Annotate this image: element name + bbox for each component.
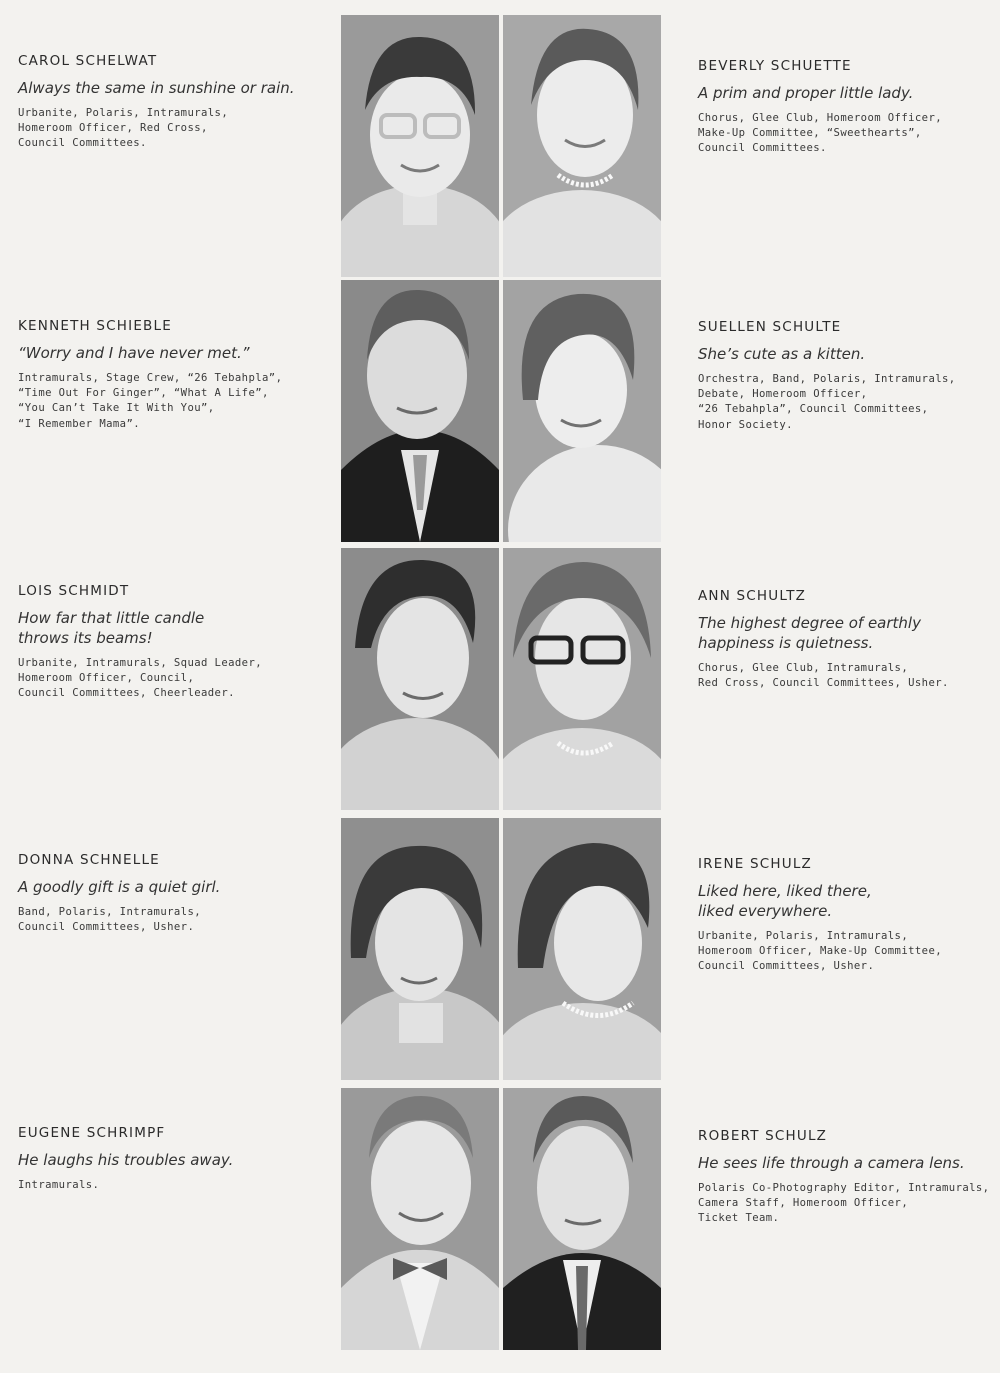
student-quote: How far that little candle throws its beams! [18, 609, 205, 647]
portrait-photo-robert-schulz [503, 1088, 661, 1350]
student-name: SUELLEN SCHULTE [698, 319, 842, 335]
student-entry-beverly-schuette [698, 58, 993, 157]
portrait-icon [341, 818, 499, 1080]
student-quote: The highest degree of earthly happiness is quietness. [698, 614, 921, 652]
student-name: ROBERT SCHULZ [698, 1128, 828, 1144]
student-entry-lois-schmidt [18, 583, 318, 702]
student-entry-donna-schnelle [18, 852, 318, 935]
student-quote: He sees life through a camera lens. [698, 1154, 965, 1172]
portrait-photo-carol-schelwat [341, 15, 499, 277]
student-entry-ann-schultz [698, 588, 993, 691]
student-name: KENNETH SCHIEBLE [18, 318, 172, 334]
portrait-photo-lois-schmidt [341, 548, 499, 810]
student-name: LOIS SCHMIDT [18, 583, 130, 599]
portrait-icon [503, 280, 661, 542]
student-activities: Chorus, Glee Club, Intramurals, Red Cross, Council Committees, Usher. [698, 662, 949, 690]
portrait-photo-suellen-schulte [503, 280, 661, 542]
student-quote: He laughs his troubles away. [18, 1151, 234, 1169]
portrait-photo-irene-schulz [503, 818, 661, 1080]
student-activities: Polaris Co-Photography Editor, Intramurals, Camera Staff, Homeroom Officer, Ticket Team. [698, 1182, 990, 1225]
portrait-photo-ann-schultz [503, 548, 661, 810]
student-entry-robert-schulz [698, 1128, 993, 1227]
student-entry-suellen-schulte [698, 319, 993, 433]
portrait-icon [341, 548, 499, 810]
student-name: EUGENE SCHRIMPF [18, 1125, 166, 1141]
student-entry-eugene-schrimpf [18, 1125, 318, 1193]
student-entry-irene-schulz [698, 856, 993, 975]
student-quote: Always the same in sunshine or rain. [18, 79, 295, 97]
student-activities: Intramurals, Stage Crew, “26 Tebahpla”, “Time Out For Ginger”, “What A Life”, “You Can’t Take It With You”, “I Remember Mama”. [18, 372, 283, 430]
student-entry-carol-schelwat [18, 53, 318, 152]
student-quote: Liked here, liked there, liked everywhere. [698, 882, 872, 920]
student-activities: Orchestra, Band, Polaris, Intramurals, Debate, Homeroom Officer, “26 Tebahpla”, Council Committees, Honor Society. [698, 373, 956, 431]
portrait-icon [503, 818, 661, 1080]
student-activities: Urbanite, Polaris, Intramurals, Homeroom Officer, Red Cross, Council Committees. [18, 107, 229, 150]
student-activities: Intramurals. [18, 1179, 100, 1191]
student-name: CAROL SCHELWAT [18, 53, 158, 69]
portrait-photo-kenneth-schieble [341, 280, 499, 542]
student-name: DONNA SCHNELLE [18, 852, 160, 868]
student-activities: Urbanite, Polaris, Intramurals, Homeroom Officer, Make-Up Committee, Council Committees, Usher. [698, 930, 943, 973]
portrait-photo-eugene-schrimpf [341, 1088, 499, 1350]
student-quote: A prim and proper little lady. [698, 84, 914, 102]
student-activities: Band, Polaris, Intramurals, Council Committees, Usher. [18, 906, 202, 934]
student-quote: She’s cute as a kitten. [698, 345, 866, 363]
student-name: IRENE SCHULZ [698, 856, 813, 872]
student-name: BEVERLY SCHUETTE [698, 58, 852, 74]
student-quote: “Worry and I have never met.” [18, 344, 250, 362]
portrait-icon [341, 280, 499, 542]
portrait-icon [503, 15, 661, 277]
student-entry-kenneth-schieble [18, 318, 318, 432]
portrait-icon [503, 1088, 661, 1350]
student-name: ANN SCHULTZ [698, 588, 807, 604]
student-activities: Chorus, Glee Club, Homeroom Officer, Make-Up Committee, “Sweethearts”, Council Committees. [698, 112, 943, 155]
portrait-icon [341, 1088, 499, 1350]
portrait-icon [503, 548, 661, 810]
portrait-photo-donna-schnelle [341, 818, 499, 1080]
portrait-photo-beverly-schuette [503, 15, 661, 277]
portrait-icon [341, 15, 499, 277]
student-activities: Urbanite, Intramurals, Squad Leader, Homeroom Officer, Council, Council Committees, Cheerleader. [18, 657, 263, 700]
student-quote: A goodly gift is a quiet girl. [18, 878, 221, 896]
